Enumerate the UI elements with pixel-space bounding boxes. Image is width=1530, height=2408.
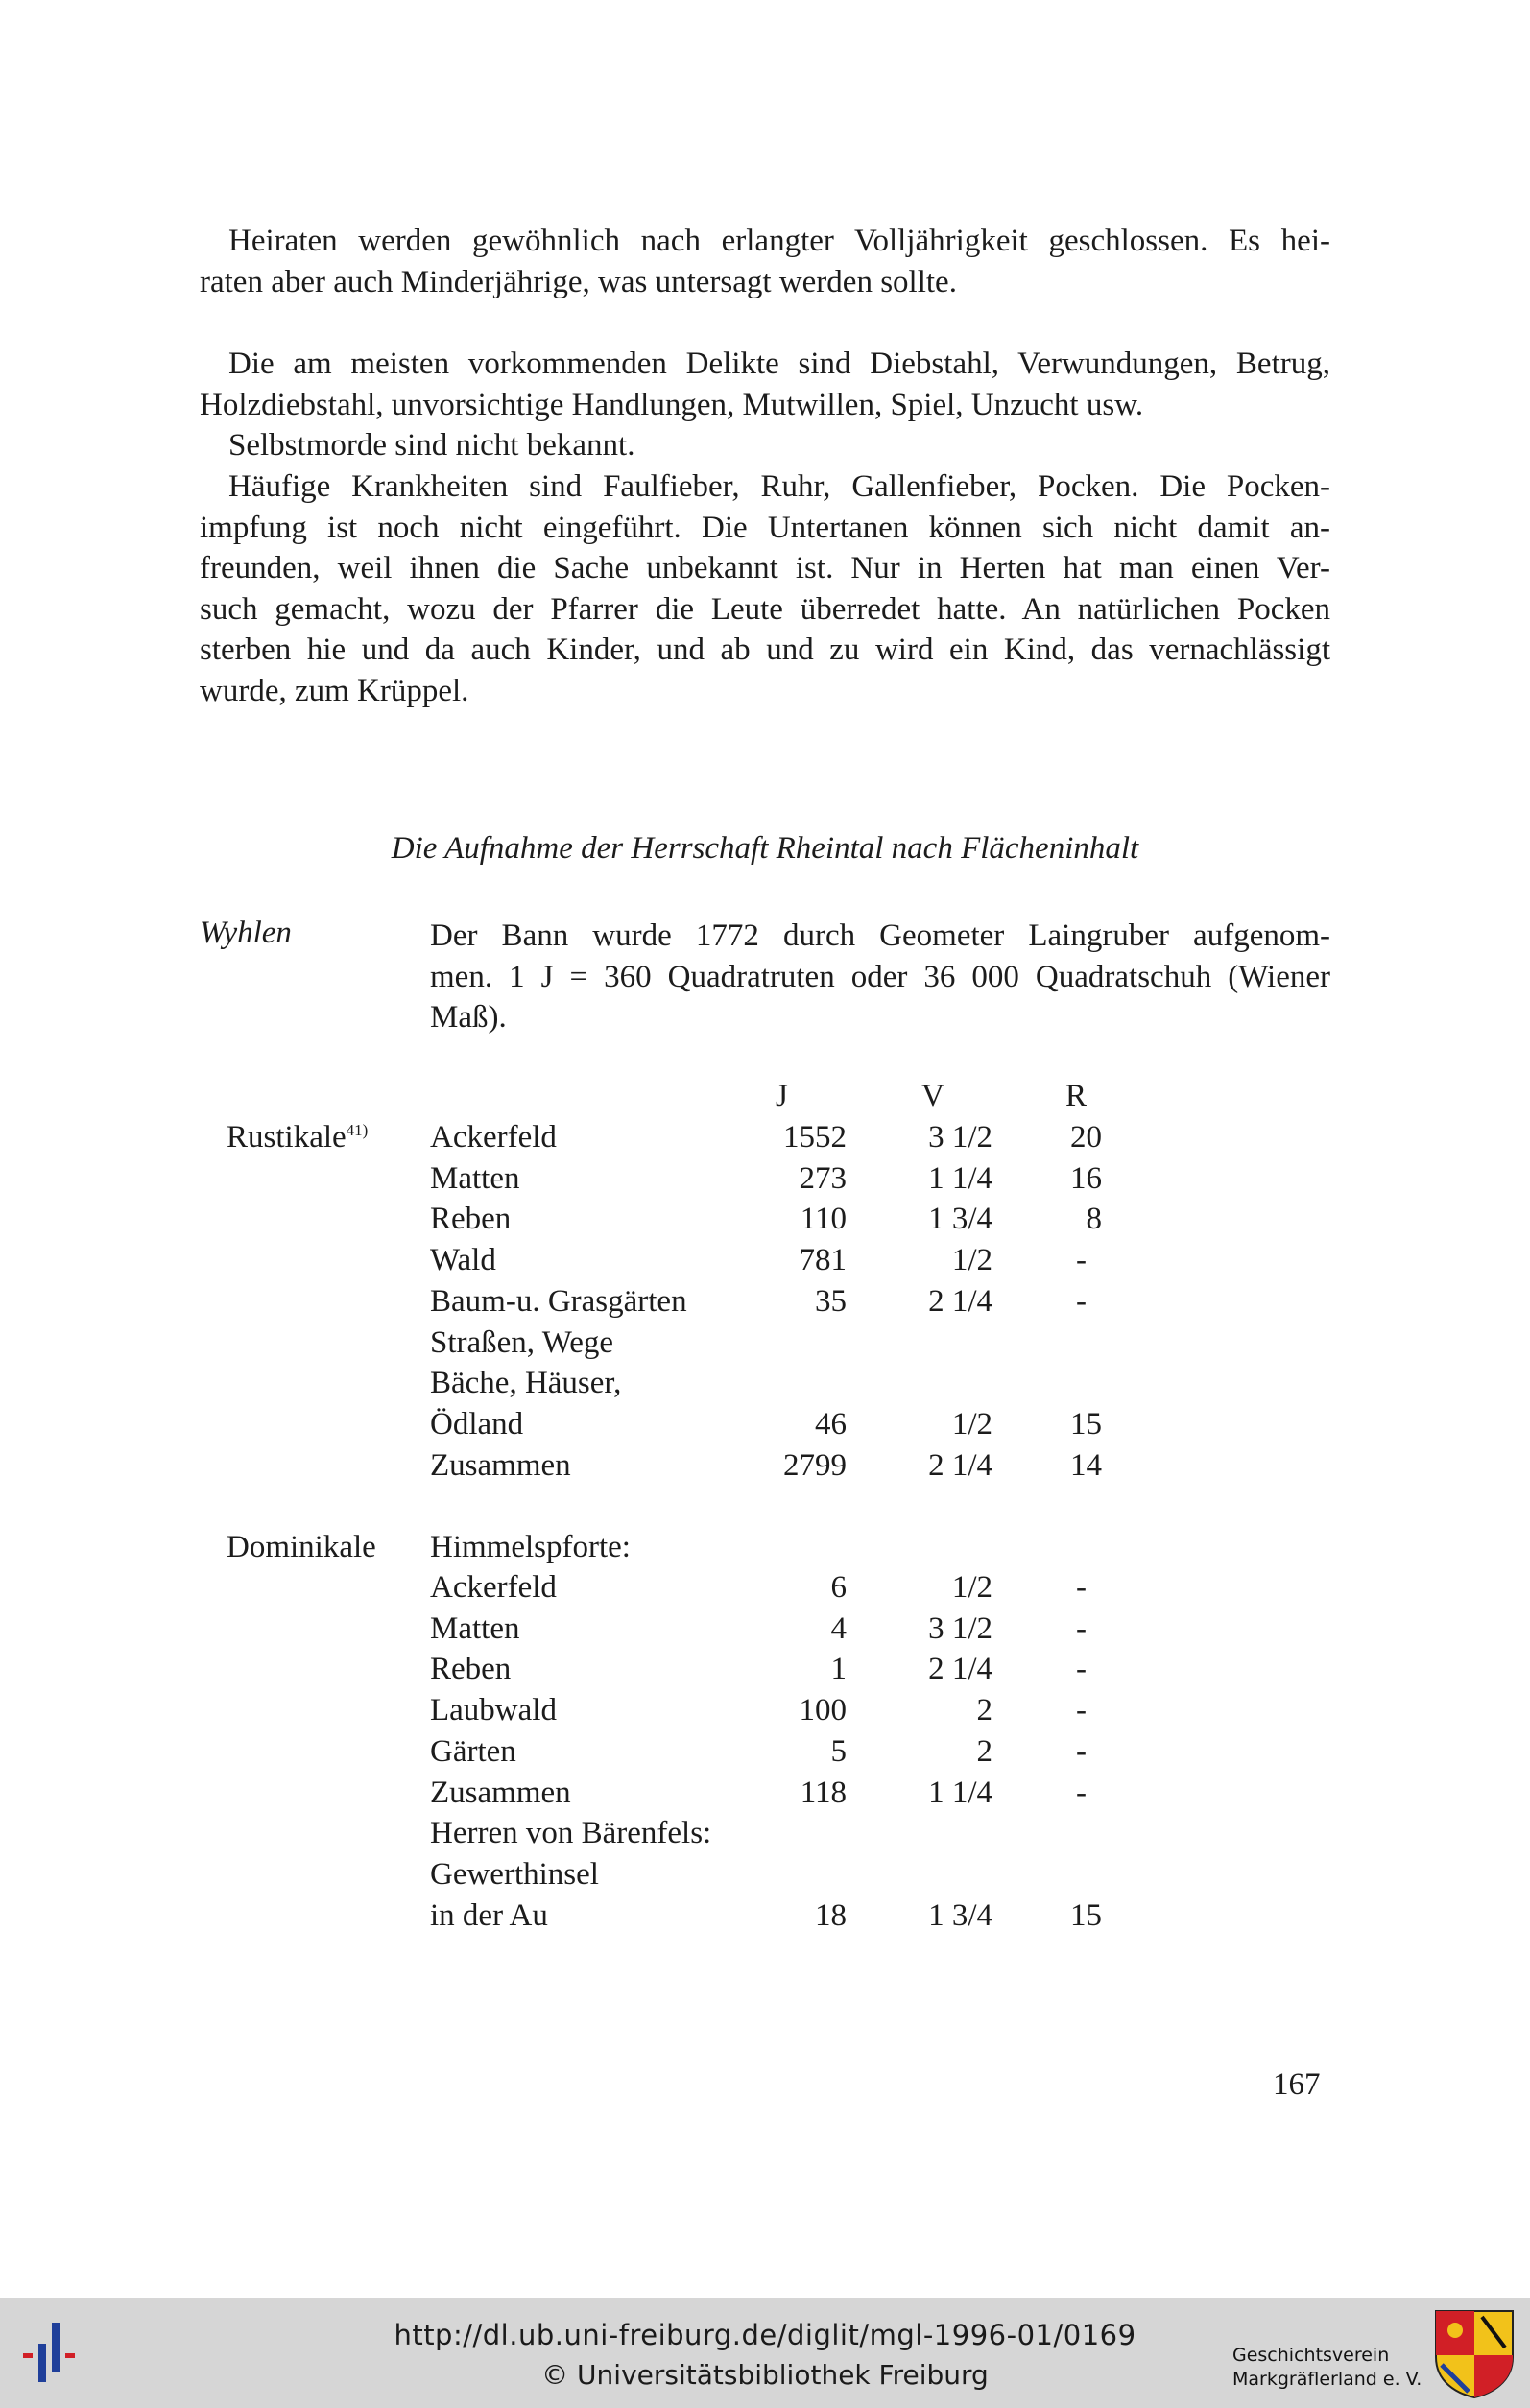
cell-j: 110 (800, 1202, 847, 1237)
cell-r: - (1076, 1733, 1087, 1769)
table-row (0, 1652, 1530, 1693)
cell-v: 1 1/4 (928, 1775, 992, 1810)
table-row (0, 1570, 1530, 1611)
paragraph-delikte (200, 344, 1330, 466)
table-row (0, 1243, 1530, 1284)
text-line: Die am meisten vorkommenden Delikte sind Diebstahl, Verwundungen, Betrug, (228, 346, 1330, 381)
cell-r: - (1076, 1775, 1087, 1810)
table-row (0, 1448, 1530, 1490)
cell-r: - (1076, 1652, 1087, 1687)
footer-bar (0, 2298, 1530, 2408)
cell-r: 14 (1070, 1447, 1102, 1483)
cell-name: Matten (430, 1610, 520, 1646)
cell-v: 1/2 (951, 1570, 992, 1605)
place-label-wyhlen: Wyhlen (200, 916, 292, 950)
column-header-j: J (776, 1079, 788, 1113)
cell-v: 2 1/4 (928, 1447, 992, 1483)
subgroup-title-himmelspforte: Himmelspforte: (430, 1530, 631, 1564)
text-line: freunden, weil ihnen die Sache unbekannt ist. Nur in Herten hat man einen Ver- (200, 551, 1330, 586)
text-line: impfung ist noch nicht eingeführt. Die Untertanen können sich nicht damit an- (200, 510, 1330, 545)
cell-r: - (1076, 1693, 1087, 1729)
table-row (0, 1898, 1530, 1940)
cell-r: 20 (1070, 1120, 1102, 1155)
cell-r: - (1076, 1283, 1087, 1319)
cell-name: Gärten (430, 1733, 516, 1769)
cell-j: 781 (799, 1243, 847, 1278)
cell-j: 100 (799, 1693, 847, 1729)
cell-v: 2 (976, 1693, 992, 1729)
society-name-line: Markgräflerland e. V. (1232, 2369, 1422, 2390)
cell-v: 1 3/4 (928, 1202, 992, 1237)
column-header-r: R (1065, 1079, 1088, 1113)
cell-name: Zusammen (430, 1775, 571, 1810)
cell-r: - (1076, 1570, 1087, 1605)
group-label-dominikale: Dominikale (227, 1530, 376, 1564)
table-row (0, 1202, 1530, 1243)
table-row (0, 1693, 1530, 1734)
cell-v: 1/2 (951, 1406, 992, 1442)
cell-v: 2 1/4 (928, 1283, 992, 1319)
cell-j: 1552 (783, 1120, 847, 1155)
cell-v: 3 1/2 (928, 1120, 992, 1155)
text-line: Selbstmorde sind nicht bekannt. (228, 428, 635, 464)
cell-j: 18 (815, 1897, 847, 1933)
cell-v: 1 3/4 (928, 1897, 992, 1933)
text-line: wurde, zum Krüppel. (200, 673, 469, 708)
text-line: Holzdiebstahl, unvorsichtige Handlungen, Mutwillen, Spiel, Unzucht usw. (200, 387, 1144, 422)
table-row (0, 1366, 1530, 1407)
section-title: Die Aufnahme der Herrschaft Rheintal nach Flächeninhalt (391, 831, 1139, 866)
footer-url-link[interactable]: http://dl.ub.uni-freiburg.de/diglit/mgl-1996-01/0169 (394, 2319, 1136, 2351)
column-header-v: V (921, 1079, 944, 1113)
cell-name: Wald (430, 1243, 496, 1278)
table-row (0, 1161, 1530, 1203)
text-line: sterben hie und da auch Kinder, und ab und zu wird ein Kind, das vernachlässigt (200, 632, 1330, 668)
table-row (0, 1611, 1530, 1653)
cell-v: 1/2 (951, 1243, 992, 1278)
cell-r: 8 (1086, 1202, 1102, 1237)
text-line: Der Bann wurde 1772 durch Geometer Laingruber aufgenom- (430, 918, 1330, 953)
cell-name: Ackerfeld (430, 1120, 557, 1155)
table-row (0, 1325, 1530, 1367)
coat-of-arms-icon (1434, 2309, 1515, 2399)
footnote-marker: 41) (346, 1121, 369, 1139)
table-row (0, 1734, 1530, 1776)
cell-j: 6 (830, 1570, 847, 1605)
cell-name: Gewerthinsel (430, 1857, 599, 1892)
table-row (0, 1776, 1530, 1817)
text-line: such gemacht, wozu der Pfarrer die Leute überredet hatte. An natürlichen Pocken (200, 591, 1330, 627)
cell-j: 273 (799, 1160, 847, 1196)
cell-name: Reben (430, 1202, 512, 1237)
subgroup-title-baerenfels: Herren von Bärenfels: (430, 1816, 712, 1850)
cell-name: Reben (430, 1652, 512, 1687)
cell-name: Ackerfeld (430, 1570, 557, 1605)
society-name (1232, 2344, 1422, 2392)
cell-j: 118 (800, 1775, 847, 1810)
footer-copyright: © Universitätsbibliothek Freiburg (541, 2359, 989, 2391)
text-line: Häufige Krankheiten sind Faulfieber, Ruhr, Gallenfieber, Pocken. Die Pocken- (228, 469, 1330, 504)
table-row (0, 1407, 1530, 1448)
text-line: Heiraten werden gewöhnlich nach erlangter Volljährigkeit geschlossen. Es hei- (228, 224, 1330, 258)
page-number: 167 (1273, 2067, 1321, 2102)
wyhlen-description (430, 916, 1330, 1038)
cell-name: Baum-u. Grasgärten (430, 1283, 687, 1319)
cell-name: Bäche, Häuser, (430, 1366, 622, 1401)
cell-v: 3 1/2 (928, 1610, 992, 1646)
cell-r: 15 (1070, 1897, 1102, 1933)
cell-name: Laubwald (430, 1693, 557, 1729)
table-header-row (0, 1079, 1530, 1120)
cell-r: - (1076, 1243, 1087, 1278)
cell-name: Ödland (430, 1406, 524, 1442)
text-line: men. 1 J = 360 Quadratruten oder 36 000 Quadratschuh (Wiener (430, 959, 1330, 994)
table-row (0, 1120, 1530, 1161)
cell-name: Zusammen (430, 1447, 571, 1483)
cell-r: 16 (1070, 1160, 1102, 1196)
cell-j: 4 (830, 1610, 847, 1646)
text-line: Maß). (430, 1000, 507, 1036)
cell-name: Matten (430, 1160, 520, 1196)
paragraph-heiraten (200, 221, 1330, 302)
cell-j: 35 (815, 1283, 847, 1319)
table-row (0, 1857, 1530, 1898)
cell-j: 46 (815, 1406, 847, 1442)
cell-v: 2 (976, 1733, 992, 1769)
cell-name: in der Au (430, 1897, 548, 1933)
paragraph-krankheiten (200, 466, 1330, 712)
cell-v: 2 1/4 (928, 1652, 992, 1687)
cell-v: 1 1/4 (928, 1160, 992, 1196)
group-label-text: Rustikale (227, 1120, 347, 1155)
cell-j: 2799 (783, 1447, 847, 1483)
table-row (0, 1284, 1530, 1325)
society-name-line: Geschichtsverein (1232, 2345, 1390, 2366)
cell-name: Straßen, Wege (430, 1324, 614, 1360)
cell-r: - (1076, 1610, 1087, 1646)
cell-j: 5 (830, 1733, 847, 1769)
text-line: raten aber auch Minderjährige, was untersagt werden sollte. (200, 264, 957, 299)
cell-r: 15 (1070, 1406, 1102, 1442)
cell-j: 1 (830, 1652, 847, 1687)
